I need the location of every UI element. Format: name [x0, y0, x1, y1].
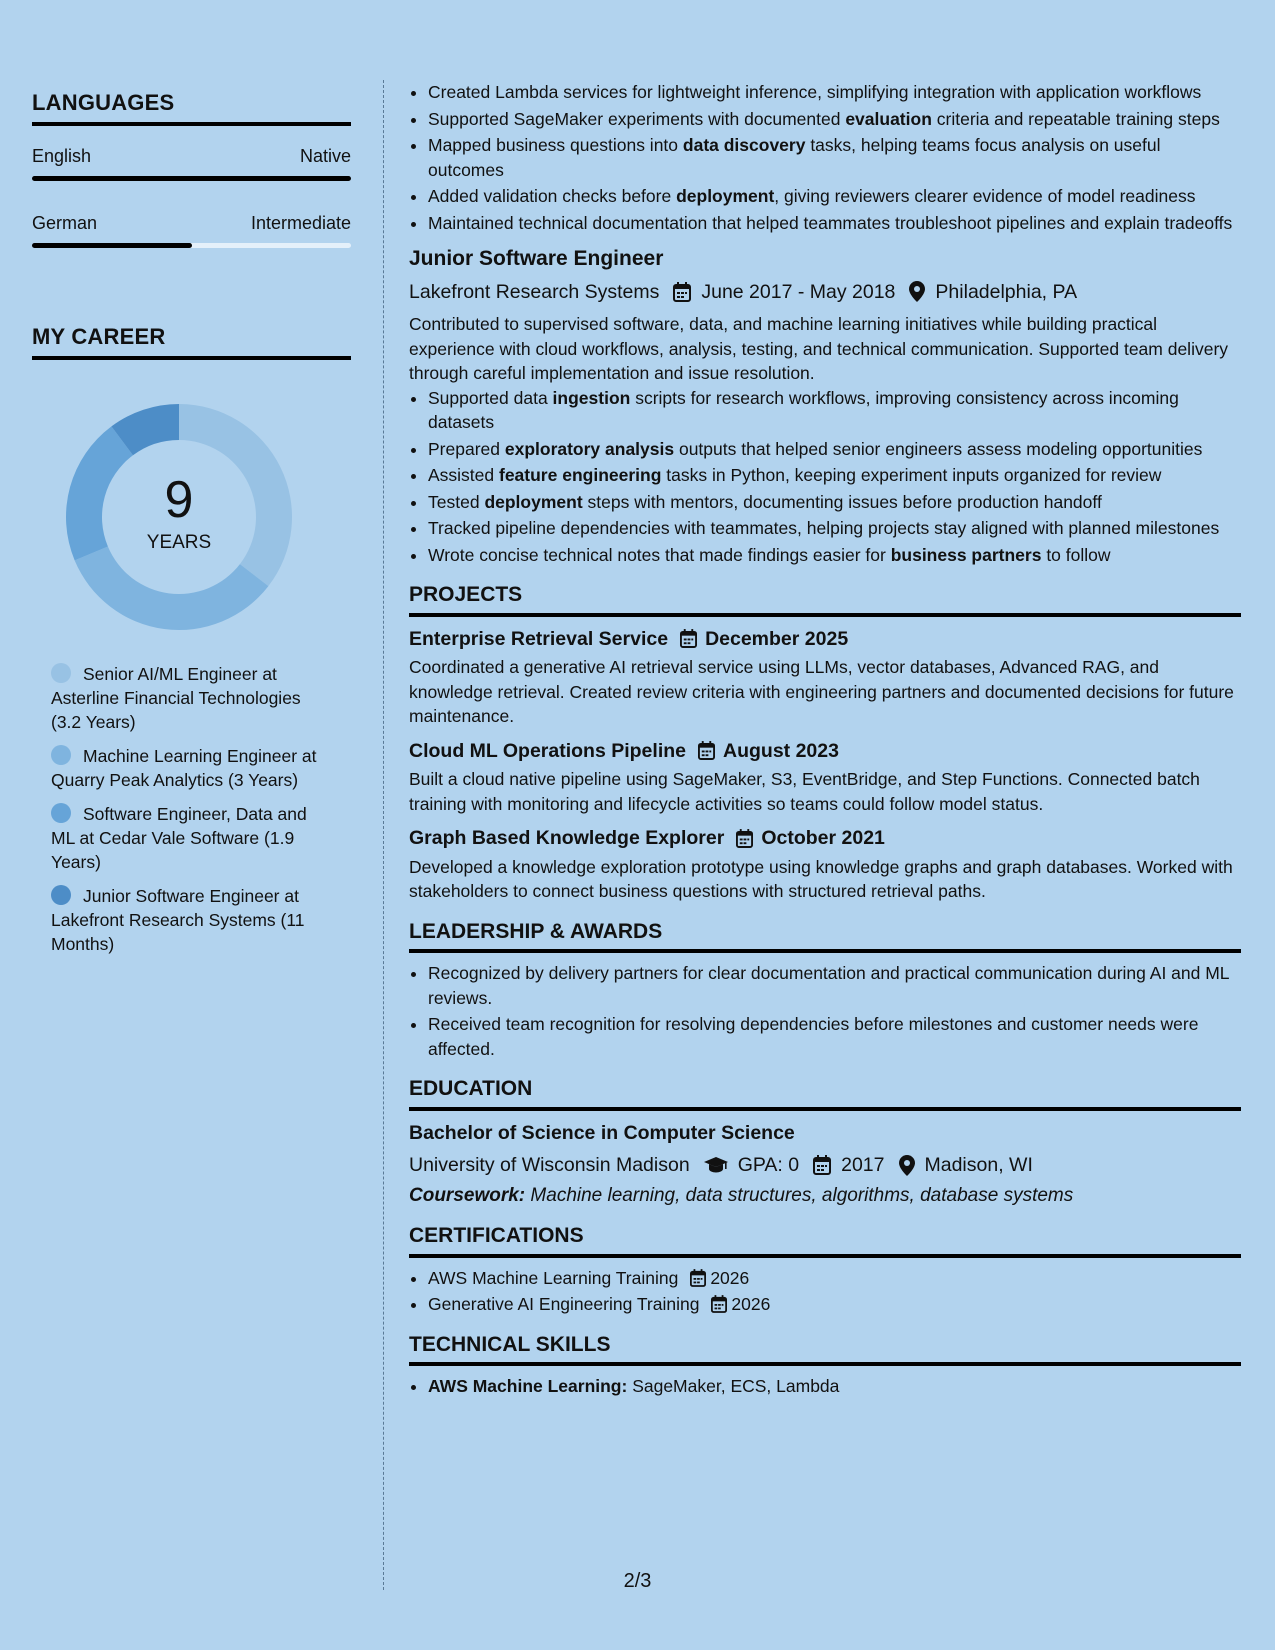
project-item [409, 826, 1241, 904]
bullet-item: • Created Lambda services for lightweight inference, simplifying integration with application workflows [428, 80, 1241, 105]
bullet-item: • Prepared exploratory analysis outputs that helped senior engineers assess modeling opportunities [428, 437, 1241, 462]
project-name: Graph Based Knowledge Explorer [409, 827, 725, 849]
job-bullets [409, 386, 1241, 568]
legend-dot [51, 803, 71, 823]
language-item [32, 146, 351, 181]
donut-slice-2 [75, 547, 269, 630]
leadership-title: LEADERSHIP & AWARDS [409, 920, 1241, 954]
bullet-item: • Tracked pipeline dependencies with teammates, helping projects stay aligned with planned milestones [428, 516, 1241, 541]
location-pin-icon [909, 281, 925, 302]
certification-item: • Generative AI Engineering Training 2026 [428, 1292, 1241, 1317]
bullet-item: • Mapped business questions into data discovery tasks, helping teams focus analysis on useful outcomes [428, 133, 1241, 182]
project-date: August 2023 [723, 739, 839, 762]
career-total-years: 9 [164, 471, 194, 529]
location-pin-icon [899, 1155, 915, 1176]
page-number: 2/3 [623, 1570, 652, 1592]
skills-list [409, 1374, 1241, 1399]
job-meta [409, 280, 1241, 305]
education-meta [409, 1153, 1241, 1178]
job-location: Philadelphia, PA [935, 280, 1078, 303]
project-item [409, 627, 1241, 729]
legend-dot [51, 745, 71, 765]
bullet-item: • Maintained technical documentation that helped teammates troubleshoot pipelines and explain tradeoffs [428, 211, 1241, 236]
language-level: Native [299, 146, 351, 166]
language-name: German [32, 213, 98, 233]
calendar-icon [736, 829, 753, 848]
career-unit: YEARS [146, 532, 212, 553]
education-school: University of Wisconsin Madison [409, 1154, 690, 1176]
leadership-item: • Recognized by delivery partners for clear documentation and practical communication during AI and ML reviews. [428, 961, 1241, 1010]
calendar-icon [690, 1269, 706, 1287]
calendar-icon [698, 741, 715, 760]
calendar-icon [711, 1295, 727, 1313]
legend-label: Machine Learning Engineer at Quarry Peak Analytics (3 Years) [51, 746, 317, 790]
calendar-icon [673, 282, 691, 302]
bullet-item: • Added validation checks before deployment, giving reviewers clearer evidence of model readiness [428, 184, 1241, 209]
project-date: December 2025 [705, 627, 849, 650]
legend-label: Junior Software Engineer at Lakefront Research Systems (11 Months) [51, 886, 305, 954]
legend-item [51, 662, 331, 734]
leadership-item: • Received team recognition for resolving dependencies before milestones and customer needs were affected. [428, 1012, 1241, 1061]
legend-item [51, 802, 331, 874]
language-item [32, 213, 351, 248]
right-column [409, 80, 1241, 1401]
project-description: Built a cloud native pipeline using SageMaker, S3, EventBridge, and Step Functions. Connected batch training with monitoring and lifecycle activities so teams could follow model status. [409, 769, 1200, 814]
calendar-icon [680, 629, 697, 648]
graduation-cap-icon [704, 1156, 728, 1174]
legend-item [51, 884, 331, 956]
languages-title: LANGUAGES [32, 90, 351, 126]
project-description: Developed a knowledge exploration prototype using knowledge graphs and graph databases. Worked with stakeholders to connect business questions with structured retrieval paths. [409, 856, 1233, 901]
language-bar-fill [32, 176, 351, 181]
job-company: Lakefront Research Systems [409, 280, 660, 303]
bullet-item: • Supported data ingestion scripts for research workflows, improving consistency across incoming datasets [428, 386, 1241, 435]
language-bar [32, 243, 351, 248]
project-item [409, 739, 1241, 817]
career-section [32, 324, 351, 956]
education-year: 2017 [841, 1154, 885, 1176]
skill-item: • AWS Machine Learning: SageMaker, ECS, Lambda [428, 1374, 1241, 1399]
leadership-list [409, 961, 1241, 1061]
job-summary: Contributed to supervised software, data, and machine learning initiatives while building practical experience with cloud workflows, analysis, testing, and technical communication. Supported team delivery through careful implementation and issue resolution. [409, 314, 1229, 383]
job-title: Junior Software Engineer [409, 247, 664, 270]
education-title: EDUCATION [409, 1077, 1241, 1111]
certifications-title: CERTIFICATIONS [409, 1224, 1241, 1258]
calendar-icon [813, 1155, 831, 1175]
certifications-list [409, 1266, 1241, 1317]
career-donut-chart [64, 402, 294, 632]
education-gpa: GPA: 0 [737, 1154, 800, 1176]
project-name: Cloud ML Operations Pipeline [409, 739, 686, 762]
bullet-item: • Supported SageMaker experiments with documented evaluation criteria and repeatable training steps [428, 107, 1241, 132]
career-title: MY CAREER [32, 324, 351, 360]
education-location: Madison, WI [924, 1154, 1033, 1176]
job-dates: June 2017 - May 2018 [701, 280, 896, 303]
projects-title: PROJECTS [409, 583, 1241, 617]
legend-label: Senior AI/ML Engineer at Asterline Financial Technologies (3.2 Years) [51, 664, 301, 732]
language-bar-fill [32, 243, 192, 248]
legend-item [51, 744, 331, 792]
skills-title: TECHNICAL SKILLS [409, 1333, 1241, 1367]
project-name: Enterprise Retrieval Service [409, 627, 669, 650]
language-level: Intermediate [250, 213, 351, 233]
legend-label: Software Engineer, Data and ML at Cedar Vale Software (1.9 Years) [51, 804, 307, 872]
bullet-item: • Tested deployment steps with mentors, documenting issues before production handoff [428, 490, 1241, 515]
left-column [32, 90, 351, 966]
legend-dot [51, 663, 71, 683]
project-description: Coordinated a generative AI retrieval service using LLMs, vector databases, Advanced RAG, and knowledge retrieval. Created review criteria with engineering partners and documented decisions for future maintenance. [409, 657, 1234, 726]
language-name: English [32, 146, 92, 166]
project-date: October 2021 [761, 827, 885, 849]
bullet-item: • Assisted feature engineering tasks in Python, keeping experiment inputs organized for review [428, 463, 1241, 488]
career-legend [51, 662, 331, 956]
education-coursework: Coursework: Machine learning, data structures, algorithms, database systems [409, 1184, 1074, 1206]
certification-item: • AWS Machine Learning Training 2026 [428, 1266, 1241, 1291]
language-bar [32, 176, 351, 181]
previous-job-bullets [409, 80, 1241, 235]
legend-dot [51, 885, 71, 905]
bullet-item: • Wrote concise technical notes that made findings easier for business partners to follow [428, 543, 1241, 568]
column-divider [383, 80, 384, 1590]
education-degree: Bachelor of Science in Computer Science [409, 1121, 795, 1144]
